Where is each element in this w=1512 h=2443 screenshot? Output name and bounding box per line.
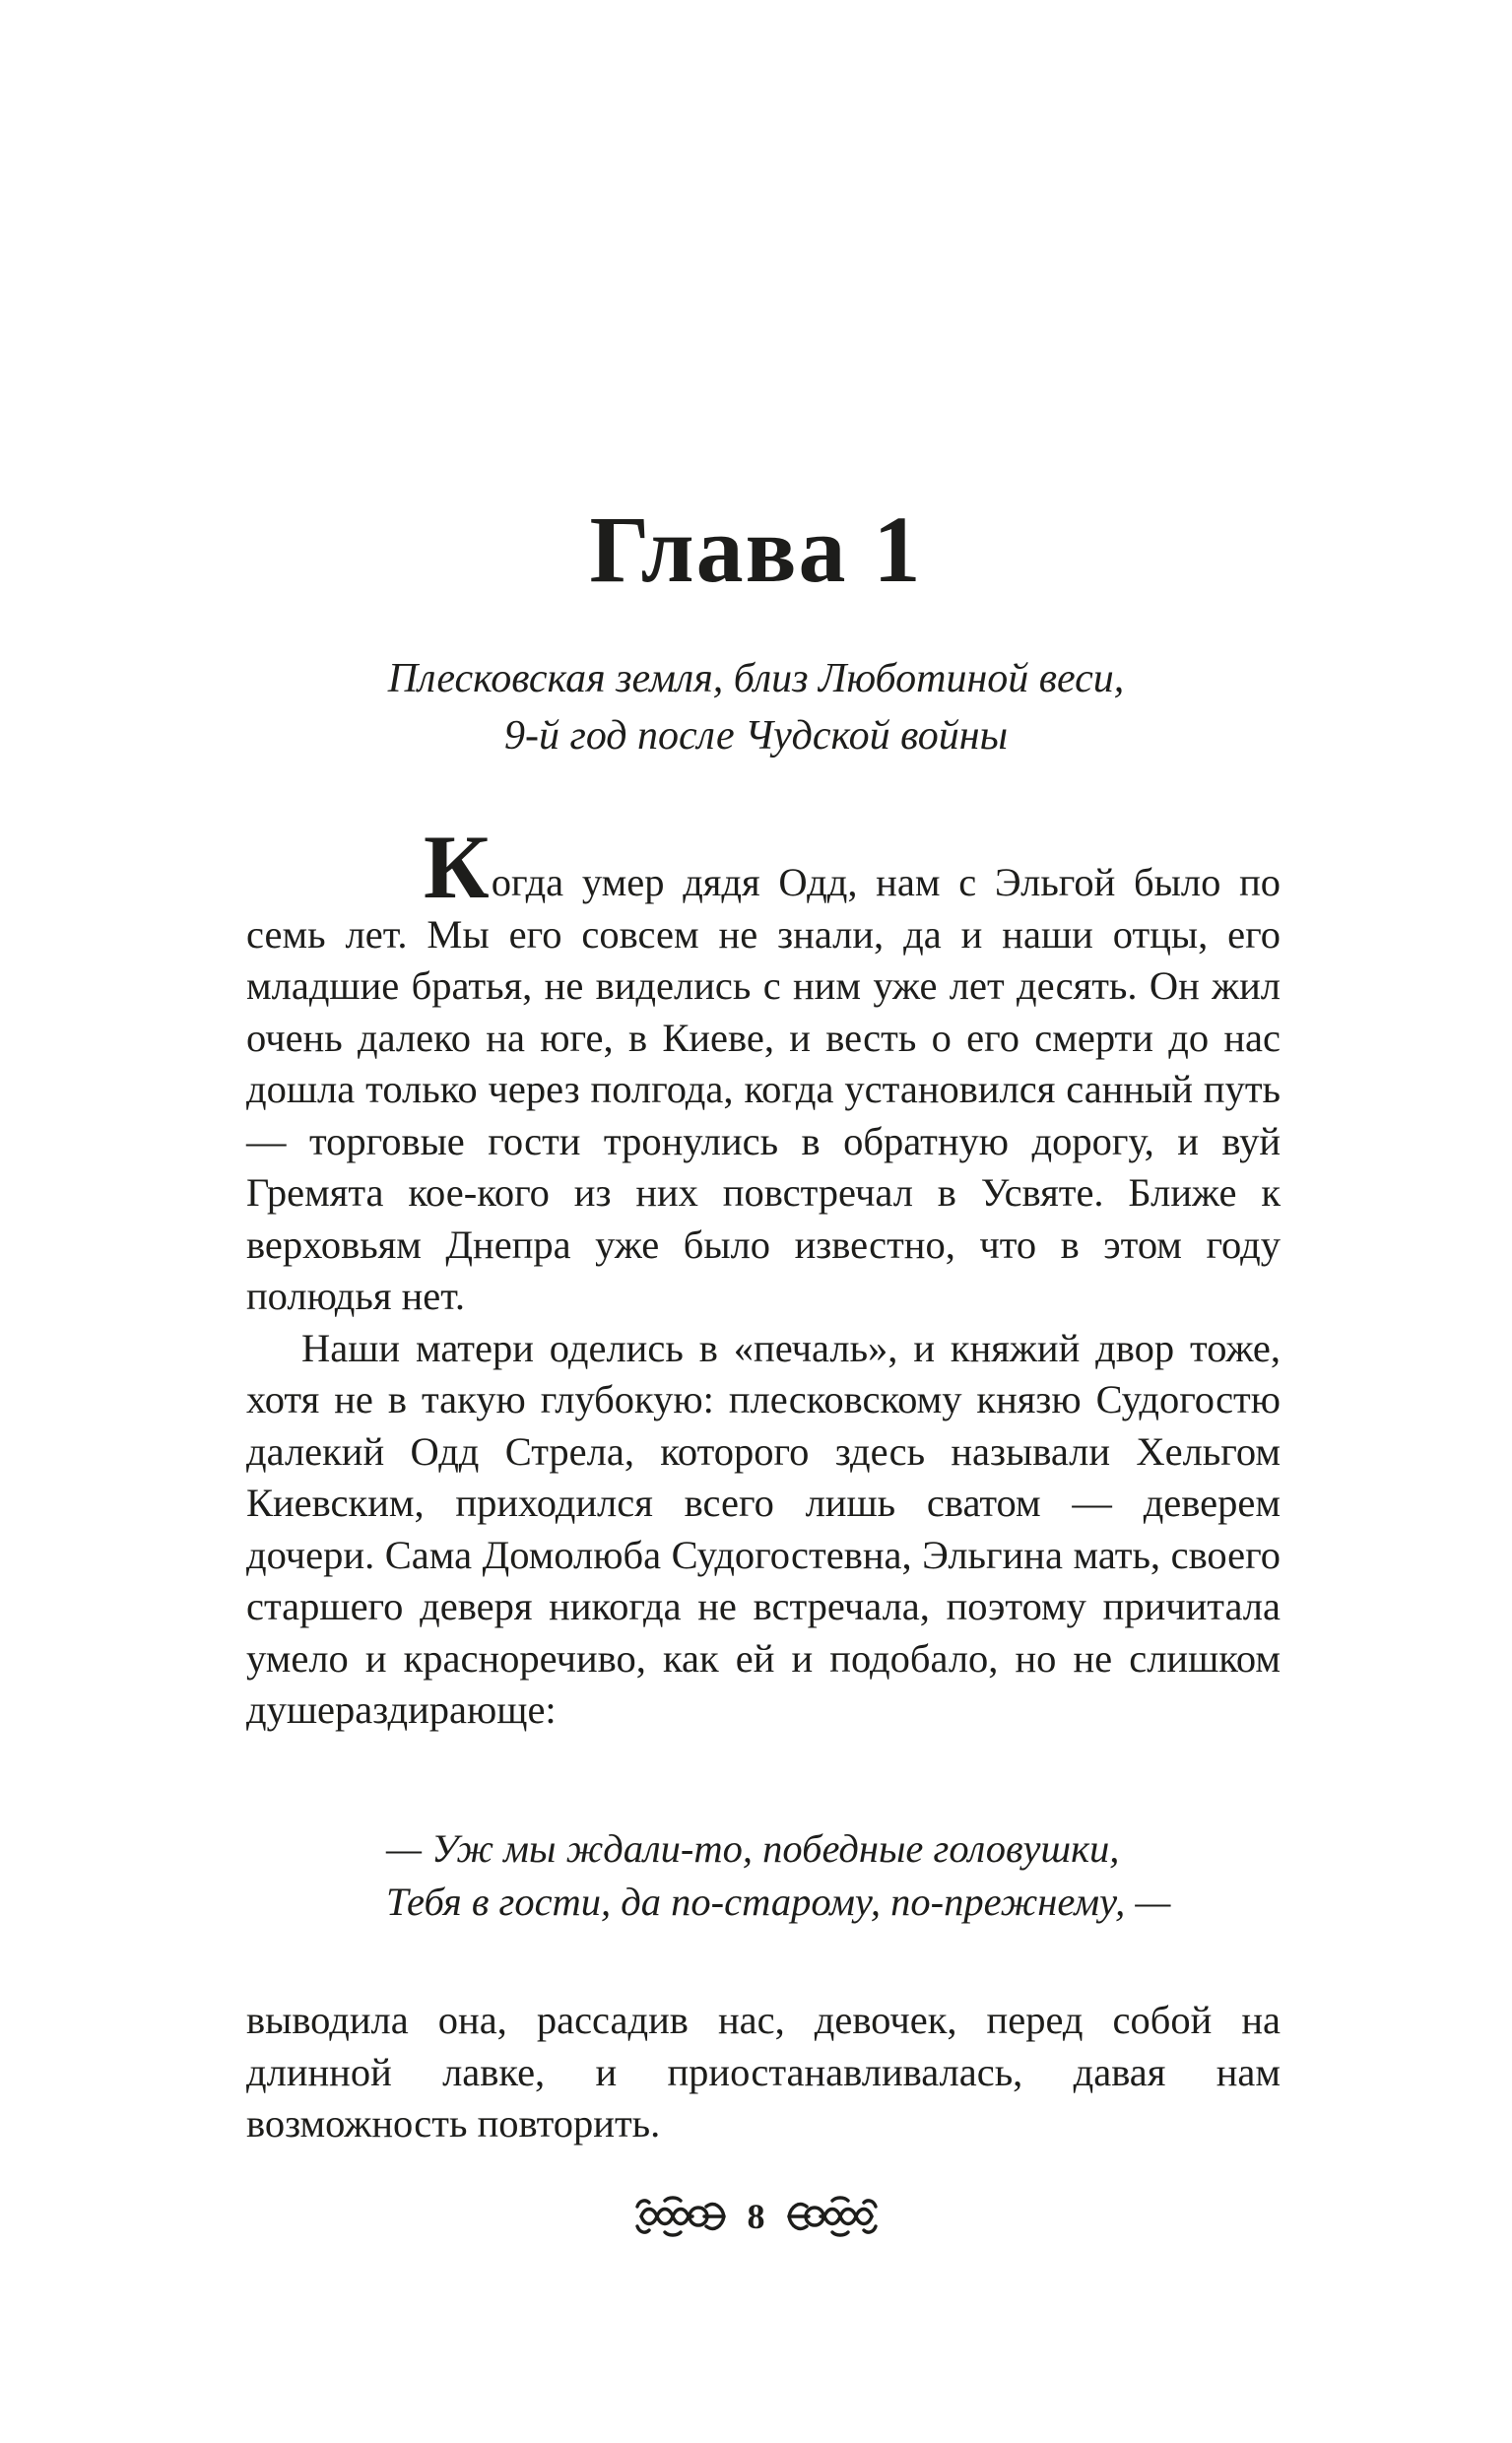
knot-ornament-icon [635, 2195, 730, 2238]
paragraph: выводила она, рассадив нас, девочек, перед собой на длинной лавке, и приостанавливалась, давая нам возможность повторить. [246, 1998, 1281, 2146]
main-text [246, 817, 1281, 1737]
page-number: 8 [747, 2197, 765, 2236]
drop-cap: К [424, 817, 490, 917]
page-footer [0, 2177, 1512, 2256]
subtitle-line: 9-й год после Чудской войны [503, 713, 1009, 759]
knot-ornament-icon [783, 2195, 878, 2238]
verse-line: — Уж мы ждали-то, победные головушки, [386, 1826, 1120, 1871]
continuation-text [246, 1995, 1281, 2150]
paragraph [246, 817, 1281, 1323]
paragraph: Наши матери оделись в «печаль», и княжий двор тоже, хотя не в такую глубокую: плесковскому князю Судогостю далекий Одд Стрела, которого здесь называли Хельгом Киевским, приходился всего лишь сватом — деверем дочери. Сама Домолюба Судогостевна, Эльгина мать, своего старшего деверя никогда не встречала, поэтому причитала умело и красноречиво, как ей и подобало, но не слишком душераздирающе: [246, 1325, 1281, 1732]
verse-quote [386, 1822, 1170, 1929]
subtitle-line: Плесковская земля, близ Люботиной веси, [387, 656, 1125, 701]
chapter-subtitle [0, 650, 1512, 764]
paragraph-text: огда умер дядя Одд, нам с Эльгой было по семь лет. Мы его совсем не знали, да и наши отцы, его младшие братья, не виделись с ним уже лет десять. Он жил очень далеко на юге, в Киеве, и весть о его смерти до нас дошла только через полгода, когда установился санный путь — торговые гости тронулись в обратную дорогу, и вуй Гремята кое-кого из них повстречал в Усвяте. Ближе к верховьям Днепра уже было известно, что в этом году полюдья нет. [246, 860, 1281, 1318]
verse-line: Тебя в гости, да по-старому, по-прежнему, — [386, 1880, 1171, 1924]
chapter-title: Глава 1 [589, 496, 923, 602]
